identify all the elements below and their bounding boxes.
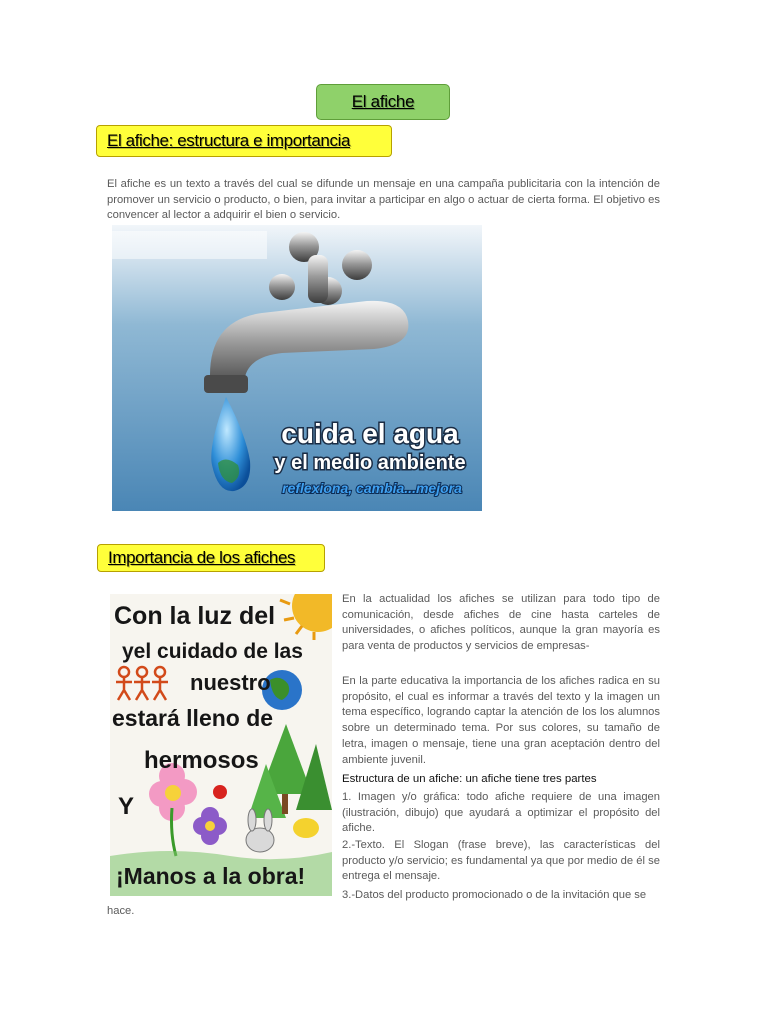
- structure-title: Estructura de un afiche: un afiche tiene tres partes: [342, 773, 597, 785]
- poster2-line1: Con la luz del: [114, 602, 276, 630]
- bird-drawing: [293, 818, 319, 838]
- hand-drawn-poster-illustration: [110, 594, 332, 896]
- poster1-line1: cuida el agua: [281, 418, 459, 449]
- structure-item-2: 2.-Texto. El Slogan (frase breve), las características del producto y/o servicio; es fundamental ya que por medio de él se entrega el mensaje.: [342, 839, 660, 883]
- poster1-line2: y el medio ambiente: [274, 452, 466, 474]
- heading-structure: El afiche: estructura e importancia: [96, 125, 392, 157]
- heading-importance: Importancia de los afiches: [97, 544, 325, 572]
- paragraph-actualidad: En la actualidad los afiches se utilizan para todo tipo de comunicación, desde afiches de cine hasta carteles de universidades, o afiches políticos, aunque la gran mayoría es para venta de productos y servicios de empresas-: [342, 593, 660, 653]
- poster2-line6: Y: [118, 793, 135, 820]
- poster2-line3: nuestro: [190, 670, 271, 695]
- poster2-line4: estará lleno de: [112, 705, 274, 731]
- hand-drawn-poster-image: [110, 594, 332, 896]
- intro-paragraph: El afiche es un texto a través del cual se difunde un mensaje en una campaña publicitaria con la intención de promover un servicio o producto, o bien, para invitar a participar en algo o actuar de cierta forma. El objetivo es convencer al lector a adquirir el bien o servicio.: [107, 178, 660, 221]
- paragraph-educativa: En la parte educativa la importancia de los afiches radica en su propósito, el cual es informar a través del texto y la imagen un tema específico, logrando captar la atención de los los alumnos sobre un determinado tema. Por sus colores, su tamaño de letra, imagen o mensaje, tiene una gran aceptación dentro del ambiente juvenil.: [342, 675, 660, 766]
- water-faucet-illustration: [112, 225, 482, 511]
- structure-item-3: 3.-Datos del producto promocionado o de la invitación que se: [342, 889, 647, 901]
- poster2-line5: hermosos: [144, 747, 259, 774]
- poster2-line2: yel cuidado de las: [122, 640, 303, 663]
- poster2-line7: ¡Manos a la obra!: [116, 863, 306, 889]
- page-title: El afiche: [316, 84, 450, 120]
- water-faucet-poster-image: [112, 225, 482, 511]
- structure-item-3-tail: hace.: [107, 905, 135, 917]
- poster1-line3: reflexiona, cambia...mejora: [282, 480, 462, 496]
- structure-item-1: 1. Imagen y/o gráfica: todo afiche requiere de una imagen (ilustración, dibujo) que ayudará a optimizar el propósito del afiche.: [342, 791, 660, 835]
- ladybug-drawing: [213, 785, 227, 799]
